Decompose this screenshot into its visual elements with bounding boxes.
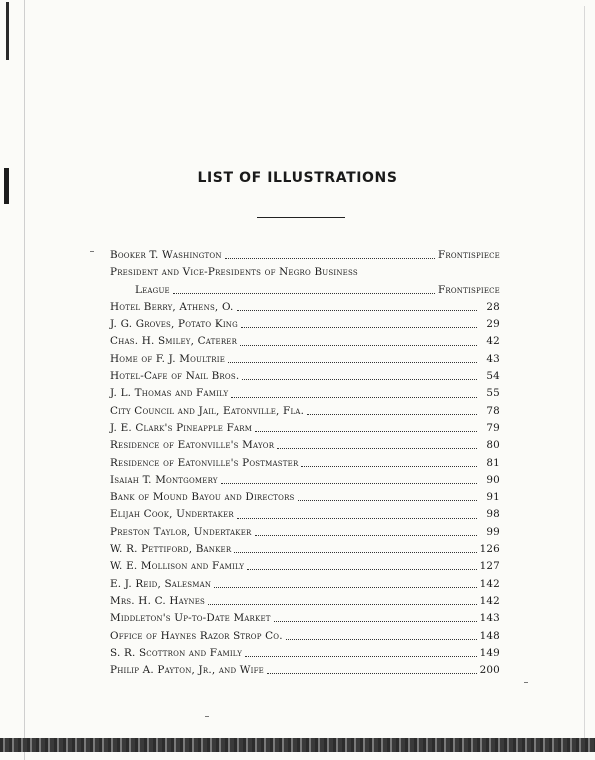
dot-leader: [247, 569, 476, 570]
entry-page: 126: [479, 543, 500, 556]
entry-page: 79: [486, 421, 500, 434]
entry-label: Home of F. J. Moultrie: [110, 352, 226, 365]
dot-leader: [173, 293, 435, 294]
entry-page: 127: [479, 560, 500, 573]
entry-page: Frontispiece: [437, 283, 500, 296]
list-item: [110, 351, 500, 368]
list-item: [110, 541, 500, 558]
dot-leader: [234, 552, 476, 553]
dot-leader: [267, 673, 477, 674]
entry-label: Preston Taylor, Undertaker: [110, 525, 252, 538]
list-item: [110, 489, 500, 506]
entry-page: 43: [486, 352, 500, 365]
scan-speck: [524, 682, 528, 683]
entry-label: E. J. Reid, Salesman: [110, 577, 212, 590]
list-item: [110, 628, 500, 645]
list-item: [110, 455, 500, 472]
entry-label: President and Vice-Presidents of Negro Business: [110, 266, 358, 279]
scan-edge-left: [0, 0, 25, 760]
dot-leader: [237, 310, 477, 311]
entry-label: Philip A. Payton, Jr., and Wife: [110, 664, 264, 677]
entry-page: 99: [486, 525, 500, 538]
entry-page: 29: [486, 318, 500, 331]
dot-leader: [231, 397, 477, 398]
entry-label: J. E. Clark's Pineapple Farm: [110, 421, 253, 434]
list-item: [110, 472, 500, 489]
dot-leader: [307, 414, 477, 415]
dot-leader: [242, 379, 477, 380]
list-item: [110, 282, 500, 299]
dot-leader: [240, 345, 477, 346]
entry-label: J. L. Thomas and Family: [110, 387, 229, 400]
entry-label: W. E. Mollison and Family: [110, 560, 245, 573]
dot-leader: [221, 483, 477, 484]
entry-page: 142: [479, 594, 500, 607]
list-item: [110, 333, 500, 350]
entry-label: Booker T. Washington: [110, 249, 222, 261]
list-item: [110, 437, 500, 454]
list-item: [110, 264, 500, 281]
list-item: [110, 610, 500, 627]
entry-page: 81: [486, 456, 500, 469]
scan-edge-right: [584, 6, 585, 746]
dot-leader: [274, 621, 477, 622]
scan-speck: [90, 251, 94, 252]
entry-page: 98: [486, 508, 500, 521]
entry-page: 28: [486, 300, 500, 313]
list-item: [110, 593, 500, 610]
list-item: [110, 506, 500, 523]
entry-label: City Council and Jail, Eatonville, Fla.: [110, 404, 305, 417]
dot-leader: [255, 431, 477, 432]
dot-leader: [298, 500, 477, 501]
page-title: LIST OF ILLUSTRATIONS: [197, 170, 398, 186]
entry-page: 143: [479, 612, 500, 625]
list-item: [110, 645, 500, 662]
scan-speck: [205, 716, 209, 717]
entry-page: 149: [479, 646, 500, 659]
entry-label: Middleton's Up-to-Date Market: [110, 612, 271, 625]
title-rule: [257, 217, 345, 218]
entry-label: J. G. Groves, Potato King: [110, 318, 238, 331]
entry-page: 55: [486, 387, 500, 400]
dot-leader: [255, 535, 478, 536]
entry-page: 80: [486, 439, 500, 452]
list-item: [110, 368, 500, 385]
dot-leader: [301, 466, 477, 467]
entry-page: Frontispiece: [437, 249, 500, 261]
entry-label: Residence of Eatonville's Mayor: [110, 439, 275, 452]
entry-page: 148: [479, 629, 500, 642]
entry-label: Residence of Eatonville's Postmaster: [110, 456, 299, 469]
entry-page: 91: [486, 491, 500, 504]
entry-label: W. R. Pettiford, Banker: [110, 543, 232, 556]
list-item: [110, 299, 500, 316]
list-item: [110, 420, 500, 437]
scan-mark-top: [6, 2, 9, 60]
list-item: [110, 662, 500, 679]
entry-label: Hotel Berry, Athens, O.: [110, 300, 234, 313]
dot-leader: [228, 362, 477, 363]
scan-bottom-edge: [0, 738, 595, 752]
list-item: [110, 524, 500, 541]
dot-leader: [277, 448, 477, 449]
list-item: [110, 403, 500, 420]
entry-page: 200: [479, 664, 500, 677]
entry-label: Hotel-Cafe of Nail Bros.: [110, 370, 240, 383]
dot-leader: [241, 327, 477, 328]
dot-leader: [286, 639, 477, 640]
list-item: [110, 247, 500, 264]
list-item: [110, 576, 500, 593]
entry-page: 142: [479, 577, 500, 590]
dot-leader: [208, 604, 477, 605]
entry-label: Isaiah T. Montgomery: [110, 473, 218, 486]
entry-label: League: [135, 283, 170, 296]
entry-label: Elijah Cook, Undertaker: [110, 508, 234, 521]
entry-page: 78: [486, 404, 500, 417]
dot-leader: [237, 518, 477, 519]
list-item: [110, 558, 500, 575]
entry-label: Bank of Mound Bayou and Directors: [110, 491, 295, 504]
dot-leader: [225, 258, 435, 259]
entry-page: 90: [486, 473, 500, 486]
illustrations-list: [110, 247, 500, 679]
dot-leader: [245, 656, 477, 657]
entry-label: Mrs. H. C. Haynes: [110, 594, 206, 607]
entry-label: S. R. Scottron and Family: [110, 646, 243, 659]
list-item: [110, 316, 500, 333]
list-item: [110, 385, 500, 402]
dot-leader: [214, 587, 476, 588]
entry-label: Chas. H. Smiley, Caterer: [110, 335, 238, 348]
entry-page: 54: [486, 370, 500, 383]
entry-label: Office of Haynes Razor Strop Co.: [110, 629, 283, 642]
entry-page: 42: [486, 335, 500, 348]
